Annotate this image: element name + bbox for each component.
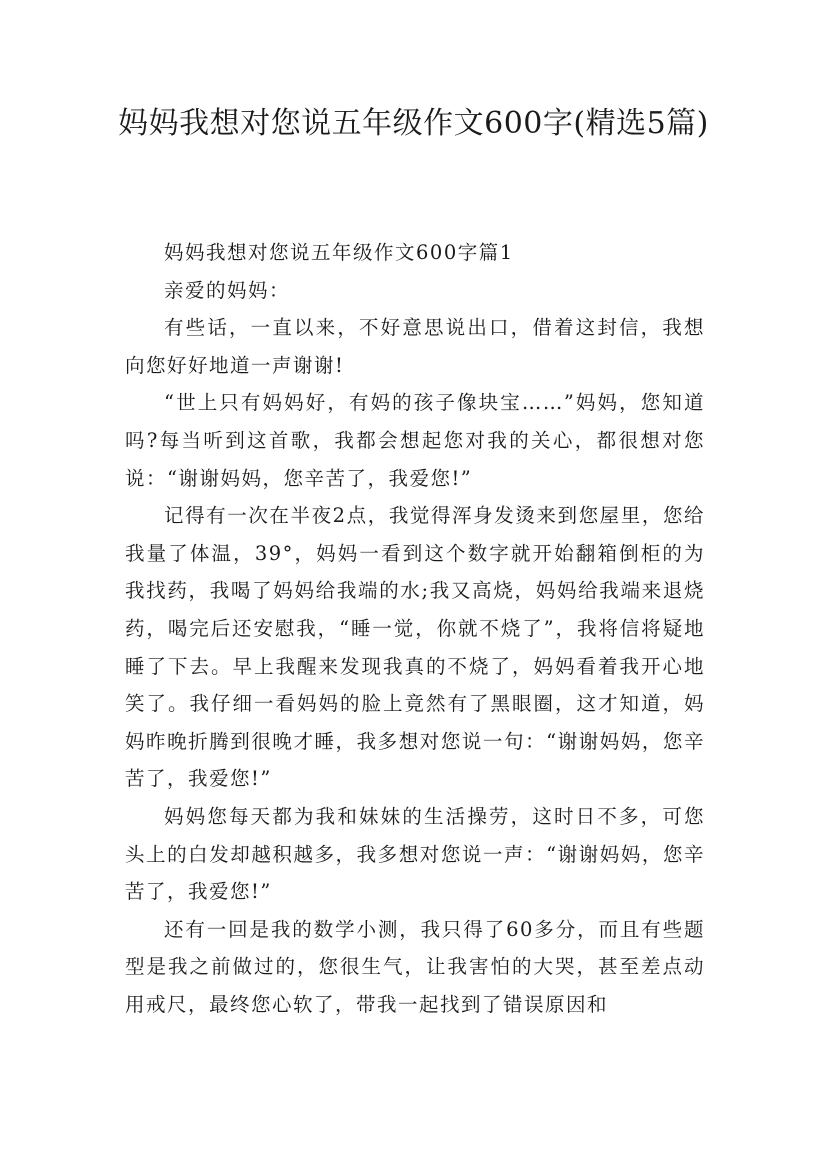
paragraph: 妈妈您每天都为我和妹妹的生活操劳，这时日不多，可您头上的白发却越积越多，我多想对您说一声：“谢谢妈妈，您辛苦了，我爱您!”: [125, 804, 705, 904]
paragraph: 有些话，一直以来，不好意思说出口，借着这封信，我想向您好好地道一声谢谢!: [125, 316, 705, 377]
section-heading: 妈妈我想对您说五年级作文600字篇1: [164, 241, 514, 264]
document-title: 妈妈我想对您说五年级作文600字(精选5篇): [118, 106, 709, 141]
paragraph: 还有一回是我的数学小测，我只得了60多分，而且有些题型是我之前做过的，您很生气，让我害怕的大哭，甚至差点动用戒尺，最终您心软了，带我一起找到了错误原因和: [125, 917, 705, 1016]
paragraph: 记得有一次在半夜2点，我觉得浑身发烫来到您屋里，您给我量了体温，39°，妈妈一看到这个数字就开始翻箱倒柜的为我找药，我喝了妈妈给我端的水;我又高烧，妈妈给我端来退烧药，喝完后还安慰我，“睡一觉，你就不烧了”，我将信将疑地睡了下去。早上我醒来发现我真的不烧了，妈妈看着我开心地笑了。我仔细一看妈妈的脸上竟然有了黑眼圈，这才知道，妈妈昨晚折腾到很晚才睡，我多想对您说一句：“谢谢妈妈，您辛苦了，我爱您!”: [125, 504, 705, 791]
paragraph: “世上只有妈妈好，有妈的孩子像块宝……”妈妈，您知道吗?每当听到这首歌，我都会想起您对我的关心，都很想对您说：“谢谢妈妈，您辛苦了，我爱您!”: [125, 391, 705, 490]
document-body: [125, 234, 705, 1023]
salutation: 亲爱的妈妈：: [164, 278, 291, 302]
